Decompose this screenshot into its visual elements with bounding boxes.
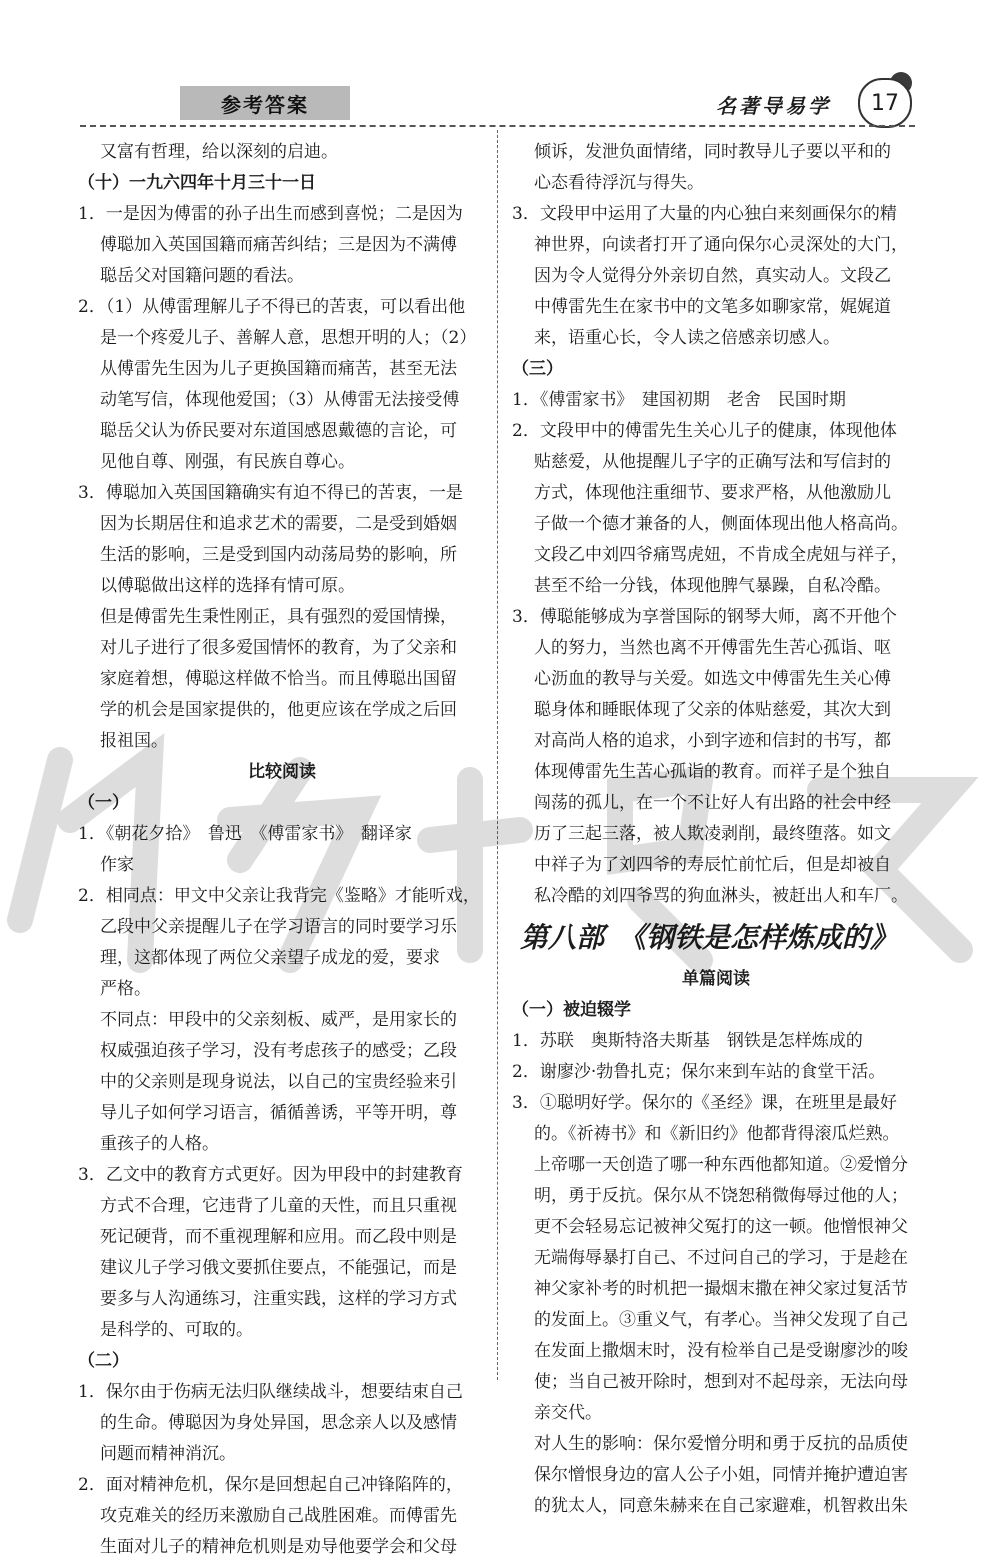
text-line: 的犹太人，同意朱赫来在自己家避难，机智救出朱 [534,1496,908,1516]
text-line: 心沥血的教导与关爱。如选文中傅雷先生关心傅 [534,669,891,689]
text-line: 保尔憎恨身边的富人公子小姐，同情并掩护遭迫害 [534,1465,908,1485]
text-line: 生活的影响，三是受到国内动荡局势的影响，所 [100,545,457,565]
text-line: 学的机会是国家提供的，他更应该在学成之后回 [100,700,457,720]
text-line: 1．苏联 奥斯特洛夫斯基 钢铁是怎样炼成的 [512,1031,863,1051]
text-line: 中的父亲则是现身说法，以自己的宝贵经验来引 [100,1072,457,1092]
text-line: 对高尚人格的追求，小到字迹和信封的书写，都 [534,731,891,751]
text-line: 但是傅雷先生秉性刚正，具有强烈的爱国情操， [100,607,457,627]
text-line: 来，语重心长，令人读之倍感亲切感人。 [534,328,840,348]
page-number: 17 [858,78,912,128]
text-line: 3．傅聪加入英国国籍确实有迫不得已的苦衷，一是 [78,483,463,503]
text-line: 聪岳父对国籍问题的看法。 [100,266,304,286]
text-line: 又富有哲理，给以深刻的启迪。 [100,142,338,162]
text-line: 明，勇于反抗。保尔从不饶恕稍微侮辱过他的人； [534,1186,908,1206]
book-title: 名著导易学 [716,94,831,118]
text-line: 建议儿子学习俄文要抓住要点，不能强记，而是 [100,1258,457,1278]
column-divider [497,130,498,1380]
text-line: 从傅雷先生因为儿子更换国籍而痛苦，甚至无法 [100,359,457,379]
text-line: 聪身体和睡眠体现了父亲的体贴慈爱，其次大到 [534,700,891,720]
text-line: 上帝哪一天创造了哪一种东西他都知道。②爱憎分 [534,1155,908,1175]
text-line: 无端侮辱暴打自己、不过问自己的学习，于是趁在 [534,1248,908,1268]
text-line: 闯荡的孤儿，在一个不让好人有出路的社会中经 [534,793,891,813]
text-line: 问题而精神消沉。 [100,1444,236,1464]
text-line: （十）一九六四年十月三十一日 [78,173,316,193]
text-line: 2．面对精神危机，保尔是回想起自己冲锋陷阵的， [78,1475,463,1495]
text-line: 的发面上。③重义气，有孝心。当神父发现了自己 [534,1310,908,1330]
text-line: 权威强迫孩子学习，没有考虑孩子的感受；乙段 [100,1041,457,1061]
text-line: 见他自尊、刚强，有民族自尊心。 [100,452,355,472]
text-line: 1．保尔由于伤病无法归队继续战斗，想要结束自己 [78,1382,463,1402]
text-line: 严格。 [100,979,151,999]
text-line: 1．《傅雷家书》 建国初期 老舍 民国时期 [512,390,846,410]
text-line: 重孩子的人格。 [100,1134,219,1154]
text-line: 报祖国。 [100,731,168,751]
text-line: 1．《朝花夕拾》 鲁迅 《傅雷家书》 翻译家 [78,824,412,844]
text-line: 在发面上撒烟末时，没有检举自己是受谢廖沙的唆 [534,1341,908,1361]
section-heading: 比较阅读 [248,762,316,782]
text-line: 攻克难关的经历来激励自己战胜困难。而傅雷先 [100,1506,457,1526]
text-line: 方式，体现他注重细节、要求严格，从他激励儿 [534,483,891,503]
text-line: 2．文段甲中的傅雷先生关心儿子的健康，体现他体 [512,421,897,441]
text-line: 2．相同点：甲文中父亲让我背完《鉴略》才能听戏， [78,886,480,906]
text-line: 心态看待浮沉与得失。 [534,173,704,193]
text-line: （二） [78,1351,129,1371]
section-tab: 参考答案 [180,86,350,120]
text-line: 2．（1）从傅雷理解儿子不得已的苦衷，可以看出他 [78,297,466,317]
text-line: 历了三起三落，被人欺凌剥削，最终堕落。如文 [534,824,891,844]
text-line: 亲交代。 [534,1403,602,1423]
page-header [0,0,1000,130]
text-line: 对人生的影响：保尔爱憎分明和勇于反抗的品质使 [534,1434,908,1454]
text-line: 对儿子进行了很多爱国情怀的教育，为了父亲和 [100,638,457,658]
text-line: 作家 [100,855,134,875]
text-line: 家庭着想，傅聪这样做不恰当。而且傅聪出国留 [100,669,457,689]
text-line: 3．乙文中的教育方式更好。因为甲段中的封建教育 [78,1165,463,1185]
header-divider [80,125,915,127]
text-line: 因为令人觉得分外亲切自然，真实动人。文段乙 [534,266,891,286]
text-line: 更不会轻易忘记被神父冤打的这一顿。他憎恨神父 [534,1217,908,1237]
text-line: 乙段中父亲提醒儿子在学习语言的同时要学习乐 [100,917,457,937]
text-line: 中傅雷先生在家书中的文笔多如聊家常，娓娓道 [534,297,891,317]
text-line: 的。《祈祷书》和《新旧约》他都背得滚瓜烂熟。 [534,1124,900,1144]
text-line: 体现傅雷先生苦心孤诣的教育。而祥子是个独自 [534,762,891,782]
right-column [512,137,920,1522]
text-line: （一）被迫辍学 [512,1000,631,1020]
text-line: 的生命。傅聪因为身处异国，思念亲人以及感情 [100,1413,457,1433]
text-line: 要多与人沟通练习，注重实践，这样的学习方式 [100,1289,457,1309]
text-line: 不同点：甲段中的父亲刻板、威严，是用家长的 [100,1010,457,1030]
text-line: 2．谢廖沙·勃鲁扎克；保尔来到车站的食堂干活。 [512,1062,886,1082]
text-line: 以傅聪做出这样的选择有情可原。 [100,576,355,596]
text-line: 是科学的、可取的。 [100,1320,253,1340]
text-line: 因为长期居住和追求艺术的需要，二是受到婚姻 [100,514,457,534]
text-line: 动笔写信，体现他爱国；（3）从傅雷无法接受傅 [100,390,460,410]
text-line: 子做一个德才兼备的人，侧面体现出他人格高尚。 [534,514,908,534]
text-line: （一） [78,793,129,813]
text-line: 中祥子为了刘四爷的寿辰忙前忙后，但是却被自 [534,855,891,875]
text-line: 导儿子如何学习语言，循循善诱，平等开明，尊 [100,1103,457,1123]
text-line: 是一个疼爱儿子、善解人意，思想开明的人；（2） [100,328,477,348]
section-heading: 单篇阅读 [682,969,750,989]
text-line: 方式不合理，它违背了儿童的天性，而且只重视 [100,1196,457,1216]
text-line: 神父家补考的时机把一撮烟末撒在神父家过复活节 [534,1279,908,1299]
chapter-heading: 第八部 《钢铁是怎样炼成的》 [520,921,899,954]
text-line: （三） [512,359,563,379]
text-line: 理，这都体现了两位父亲望子成龙的爱，要求 [100,948,440,968]
text-line: 使；当自己被开除时，想到对不起母亲，无法向母 [534,1372,908,1392]
text-line: 文段乙中刘四爷痛骂虎妞，不肯成全虎妞与祥子， [534,545,908,565]
text-line: 人的努力，当然也离不开傅雷先生苦心孤诣、呕 [534,638,891,658]
text-line: 3．傅聪能够成为享誉国际的钢琴大师，离不开他个 [512,607,897,627]
text-line: 1．一是因为傅雷的孙子出生而感到喜悦；二是因为 [78,204,463,224]
text-line: 私冷酷的刘四爷骂的狗血淋头，被赶出人和车厂。 [534,886,908,906]
text-line: 傅聪加入英国国籍而痛苦纠结；三是因为不满傅 [100,235,457,255]
text-line: 贴慈爱，从他提醒儿子字的正确写法和写信封的 [534,452,891,472]
left-column [78,137,486,1563]
text-line: 神世界，向读者打开了通向保尔心灵深处的大门， [534,235,908,255]
text-line: 聪岳父认为侨民要对东道国感恩戴德的言论，可 [100,421,457,441]
text-line: 3．①聪明好学。保尔的《圣经》课，在班里是最好 [512,1093,897,1113]
text-line: 倾诉，发泄负面情绪，同时教导儿子要以平和的 [534,142,891,162]
text-line: 甚至不给一分钱，体现他脾气暴躁，自私冷酷。 [534,576,891,596]
text-line: 死记硬背，而不重视理解和应用。而乙段中则是 [100,1227,457,1247]
text-line: 3．文段甲中运用了大量的内心独白来刻画保尔的精 [512,204,897,224]
text-line: 生面对儿子的精神危机则是劝导他要学会和父母 [100,1537,457,1557]
